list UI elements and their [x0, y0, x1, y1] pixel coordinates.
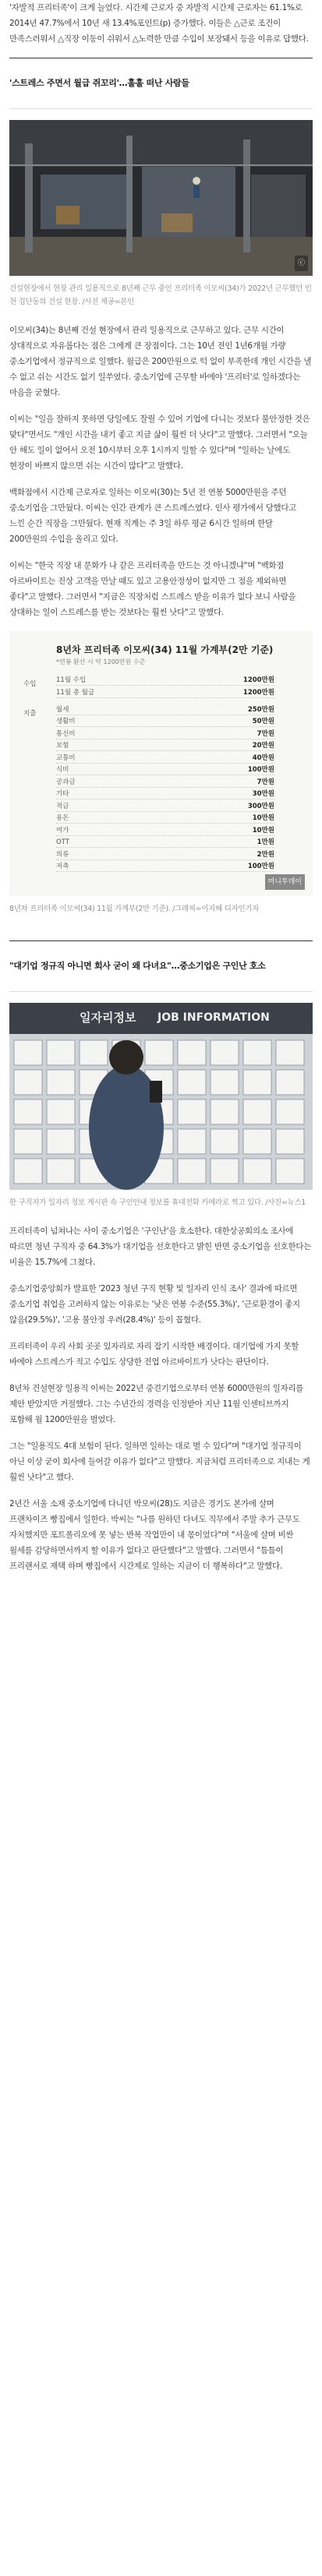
chart-row-value: 2만원: [257, 850, 274, 859]
chart-row-value: 1만원: [257, 838, 274, 846]
notice-card: [276, 1129, 304, 1154]
chart-row-label: 여가: [56, 826, 69, 835]
notice-card: [243, 1099, 271, 1124]
paragraph: 중소기업중앙회가 발표한 '2023 청년 구직 현황 및 일자리 인식 조사' 결과에 따르면 중소기업 취업을 고려하지 않는 이유로는 '낮은 연봉 수준(55.3%)', '근로환경이 좋지 않음(29.5%)', '고용 불안정 우려(28.4%)' 등이 꼽혔다.: [9, 1284, 300, 1325]
notice-card: [14, 1099, 42, 1124]
construction-site-image: [9, 120, 313, 276]
chart-row-value: 1200만원: [242, 688, 274, 697]
notice-card: [243, 1040, 271, 1065]
chart-row: [56, 716, 274, 727]
notice-card: [178, 1159, 206, 1184]
notice-card: [276, 1040, 304, 1065]
job-board-sign: JOB INFORMATION: [157, 1011, 270, 1024]
chart-row-value: 50만원: [252, 718, 274, 725]
notice-card: [276, 1070, 304, 1095]
bottom-paragraphs: [9, 1223, 313, 1574]
chart-row: [56, 687, 274, 698]
chart-row-value: 100만원: [247, 863, 274, 870]
paragraph: 프리터족이 우리 사회 곳곳 있자리로 자리 잡기 시작한 배경이다. 대기업에 가지 못할 바에야 스트레스가 적고 수입도 상당한 전업 아르바이트가 낫다는 판단이다.: [9, 1342, 299, 1367]
notice-card: [211, 1040, 239, 1065]
chart-row-label: 공과금: [56, 778, 76, 786]
chart-row-label: 용돈: [56, 814, 69, 822]
chart-title: 8년차 프리터족 이모씨(34) 11월 가계부(2만 기준): [56, 644, 274, 655]
chart-row-label: 적금: [56, 802, 69, 810]
notice-card: [14, 1040, 42, 1065]
notice-card: [243, 1070, 271, 1095]
chart-row-value: 20만원: [252, 742, 274, 750]
paragraph: 그는 "일용직도 4대 보험이 된다. 일하면 일하는 대로 벌 수 있다"며 "대기업 정규직이 아닌 이상 굳이 회사에 들어갈 이유가 없다"고 말했다. 지금처럼 프리터족으로 지내는 게 훨씬 낫다"고 했다.: [9, 1442, 310, 1482]
notice-card: [178, 1129, 206, 1154]
notice-card: [47, 1070, 75, 1095]
chart-row: [56, 849, 274, 860]
photo-caption: 한 구직자가 일자리 정보 게시판 속 구인안내 정보를 휴대전화 카메라로 찍고 있다. /사진=뉴스1: [9, 1198, 306, 1207]
paragraph: 8년차 건설현장 일용직 이씨는 2022년 중견기업으로부터 연봉 6000만원의 일자리를 제안 받았지만 거절했다. 그는 수년간의 경력을 인정받아 지난 11월 인센티브까지 포함해 월 1200만원을 벌었다.: [9, 1384, 304, 1424]
chart-row: [56, 825, 274, 836]
chart-row: [56, 777, 274, 788]
chart-row-value: 1200만원: [242, 676, 274, 684]
notice-card: [145, 1040, 173, 1065]
chart-row: [56, 789, 274, 799]
chart-watermark: 머니투데이: [265, 874, 305, 890]
chart-row: [56, 764, 274, 775]
notice-card: [80, 1040, 108, 1065]
job-board-sign-korean: 일자리정보: [80, 1011, 136, 1025]
chart-row-label: 식비: [56, 766, 69, 774]
paragraph: 백화점에서 시간제 근로자로 일하는 이모씨(30)는 5년 전 연봉 5000만원을 주던 중소기업을 그만뒀다. 이씨는 인간 관계가 큰 스트레스였다. 인사 평가에서 당했다고 느낀 순간 직장을 그만뒀다. 현재 직계는 주 3일 하루 평균 6시간 일하며 한달 200만원의 수입을 올리고 있다.: [9, 488, 297, 544]
photo-caption: 건설현장에서 현장 관리 일용직으로 8년째 근무 중인 프리터족 이모씨(34)가 2022년 근무했던 인천 검단동의 건설 현장. /사진 제공=본인: [9, 284, 312, 306]
mid-paragraphs: [9, 323, 313, 620]
notice-card: [47, 1129, 75, 1154]
chart-row-value: 30만원: [252, 790, 274, 798]
chart-row-value: 10만원: [252, 826, 274, 835]
paragraph: 이씨는 "일을 잘하지 못하면 당일에도 잘릴 수 있어 기업에 다니는 것보다 불안정한 것은 맞다"면서도 "개인 시간을 내기 좋고 지금 삶이 훨씬 더 낫다"고 말했다. 그러면서 "오늘 안 해도 일이 없어서 오전 10시부터 오후 1시까지 일할 수 있다"며 "일하는 날에도 현장이 바쁘지 않으면 쉬는 시간이 많다"고 말했다.: [9, 415, 310, 471]
chart-row-value: 300만원: [247, 802, 274, 810]
chart-row: [56, 801, 274, 812]
chart-row: [56, 861, 274, 872]
paragraph: 2년간 서울 소재 중소기업에 다니던 박모씨(28)도 지금은 경기도 본가에 살며 프랜차이즈 빵집에서 일한다. 박씨는 "나를 원하던 다녀도 직무에서 주말 추가 근무도 자처했지만 포트폴리오에 못 넣는 반복 작업만이 내 몫이었다"며 "서울에 살며 비싼 월세를 감당하면서까지 할 이유가 없다고 판단했다"고 말했다. 그러면서 "틈틈이 프리랜서로 재택 하며 빵집에서 시간제로 일하는 지금이 더 행복하다"고 말했다.: [9, 1499, 300, 1571]
chart-row: [56, 837, 274, 848]
job-board-image: [9, 1003, 313, 1190]
job-board-photo: [9, 1003, 313, 1190]
notice-card: [178, 1099, 206, 1124]
chart-row-label: 의류: [56, 850, 69, 859]
chart-row-label: 교통비: [56, 753, 76, 762]
section-title: "대기업 정규직 아니면 회사 굳이 왜 다녀요"…중소기업은 구인난 호소: [9, 961, 266, 971]
notice-card: [211, 1159, 239, 1184]
paragraph: 프리터족이 넘쳐나는 사이 중소기업은 '구인난'을 호소한다. 대한상공회의소 조사에 따르면 청년 구직자 중 64.3%가 대기업을 선호한다고 밝힌 반면 중소기업을 선호한다는 비율은 15.7%에 그쳤다.: [9, 1226, 312, 1267]
notice-card: [14, 1159, 42, 1184]
chart-row-label: 저축: [56, 863, 69, 870]
chart-row: [56, 753, 274, 764]
notice-card: [276, 1159, 304, 1184]
chart-row-value: 100만원: [247, 766, 274, 774]
paragraph: 이씨는 "한국 직장 내 문화가 나 같은 프리터족을 만드는 것 아니겠냐"며 "백화점 아르바이트는 진상 고객을 만날 때도 있고 고용안정성이 없지만 그 점을 제외하면 좋다"고 말했다. 그러면서 "지금은 직장처럼 스트레스 받을 이유가 없다 보니 사람을 상대하는 일이 스트레스를 받는 것보다는 훨씬 낫다"고 말했다.: [9, 561, 296, 617]
notice-card: [47, 1159, 75, 1184]
chart-row-label: 통신비: [56, 729, 76, 738]
chart-row: [56, 675, 274, 686]
chart-note: *연봉 환산 시 약 1200만원 수준: [56, 658, 146, 665]
chart-row: [56, 740, 274, 751]
notice-card: [276, 1099, 304, 1124]
notice-card: [211, 1129, 239, 1154]
notice-card: [47, 1099, 75, 1124]
chart-row-label: 11월 수입: [56, 676, 87, 684]
chart-row: [56, 813, 274, 824]
chart-row-label: OTT: [56, 838, 69, 846]
chart-row: [56, 704, 274, 715]
section-header-2: [9, 940, 313, 992]
paragraph: 이모씨(34)는 8년째 건설 현장에서 관리 일용직으로 근무하고 있다. 근무 시간이 상대적으로 자유롭다는 점은 그에게 큰 장점이다. 그는 10년 전인 1년6개월 가량 중소기업에서 정규직으로 일했다. 월급은 200만원으로 턱 없이 부족한데 개인 시간을 낼 수 없고 쉬는 시간도 없기 일쑤였다. 중소기업에 근무할 바에야 '프리터'로 일하겠다는 마음을 굳혔다.: [9, 326, 312, 397]
chart-row-value: 10만원: [252, 814, 274, 822]
chart-row-label: 보험: [56, 742, 69, 750]
notice-card: [14, 1070, 42, 1095]
section-title: '스트레스 주면서 월급 쥐꼬리'…훌훌 떠난 사람들: [9, 78, 189, 88]
notice-card: [47, 1040, 75, 1065]
chart-row-label: 11월 총 월급: [56, 688, 95, 697]
chart-row-value: 7만원: [257, 729, 274, 738]
chart-caption: 8년차 프리터족 이모씨(34) 11월 가계부(2만 기준). /그래픽=이지혜 디자인기자: [9, 905, 260, 913]
notice-card: [14, 1129, 42, 1154]
chart-group-label: 수입: [23, 680, 37, 688]
chart-group-label: 지출: [23, 709, 37, 718]
intro-paragraphs: [9, 0, 313, 47]
notice-card: [211, 1099, 239, 1124]
notice-card: [243, 1129, 271, 1154]
notice-card: [178, 1040, 206, 1065]
chart-row-value: 40만원: [252, 753, 274, 762]
chart-row-label: 월세: [56, 705, 69, 714]
chart-row-label: 생활비: [56, 718, 76, 725]
notice-card: [178, 1070, 206, 1095]
chart-row: [56, 729, 274, 739]
budget-chart: [9, 631, 313, 896]
construction-site-photo: [9, 120, 313, 276]
notice-card: [243, 1159, 271, 1184]
chart-row-label: 기타: [56, 790, 69, 798]
paragraph: '자발적 프리터족'이 크게 늘었다. 시간제 근로자 중 자발적 시간제 근로자는 61.1%로 2014년 47.7%에서 10년 새 13.4%포인트(p) 증가했다. 이들은 △근로 조건이 만족스러워서 △직장 이동이 쉬워서 △노력한 만큼 수입이 보장돼서 등을 이유로 답했다.: [9, 3, 309, 44]
notice-card: [211, 1070, 239, 1095]
section-header-1: [9, 58, 313, 109]
chart-row-value: 250만원: [247, 705, 274, 714]
photo-credit-badge: ⓒ: [295, 256, 308, 271]
chart-row-value: 7만원: [257, 778, 274, 786]
